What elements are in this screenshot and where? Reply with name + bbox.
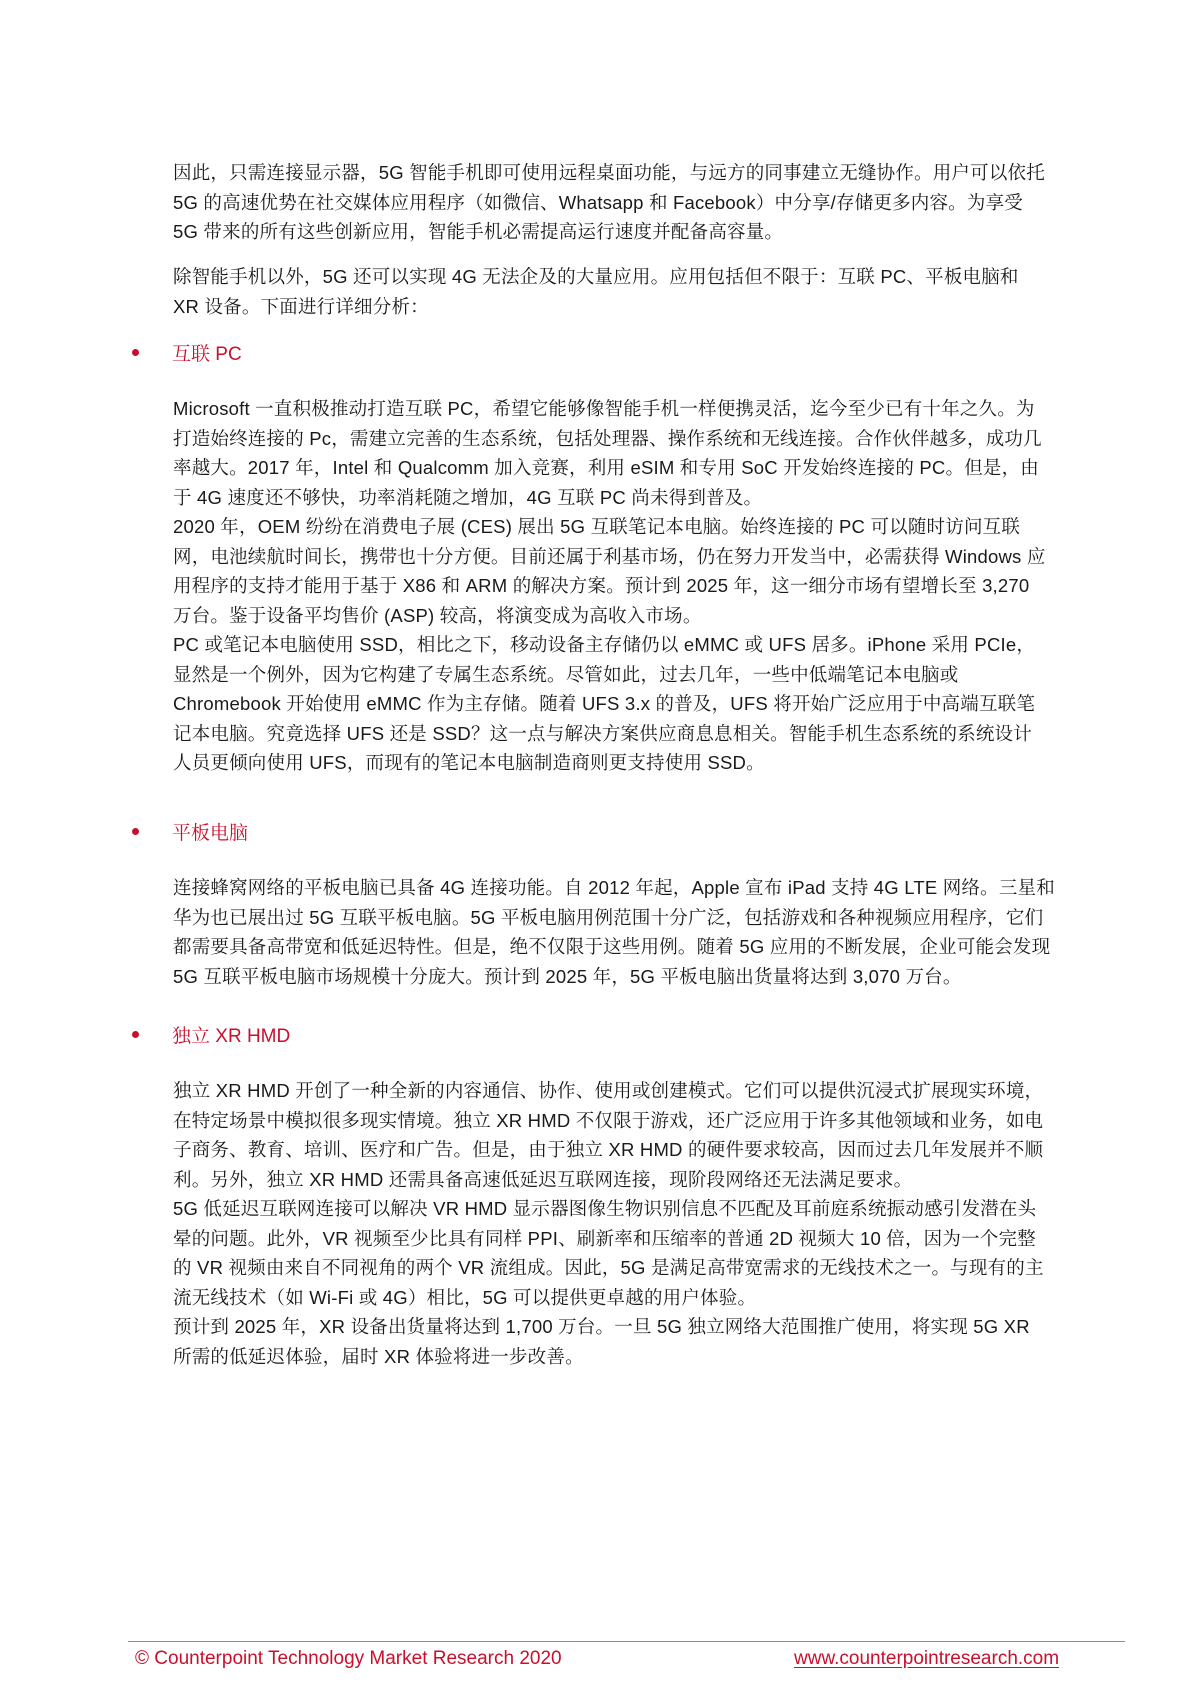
bullet-icon <box>132 1031 139 1038</box>
text-line: Chromebook 开始使用 eMMC 作为主存储。随着 UFS 3.x 的普及，UFS 将开始广泛应用于中高端互联笔 <box>173 693 1036 714</box>
text-line: 率越大。2017 年，Intel 和 Qualcomm 加入竞赛，利用 eSIM 和专用 SoC 开发始终连接的 PC。但是，由 <box>173 457 1039 478</box>
text-line: 独立 XR HMD 开创了一种全新的内容通信、协作、使用或创建模式。它们可以提供沉浸式扩展现实环境， <box>173 1080 1044 1101</box>
text-line: 5G 带来的所有这些创新应用，智能手机必需提高运行速度并配备高容量。 <box>173 221 784 242</box>
text-line: XR 设备。下面进行详细分析： <box>173 295 429 317</box>
text-line: Microsoft 一直积极推动打造互联 PC，希望它能够像智能手机一样便携灵活，迄今至少已有十年之久。为 <box>173 398 1035 419</box>
text-line: 万台。鉴于设备平均售价 (ASP) 较高，将演变成为高收入市场。 <box>173 604 702 626</box>
section-body-tablet <box>173 873 1125 991</box>
section-heading-text: 互联 PC <box>172 343 242 365</box>
text-line: 的 VR 视频由来自不同视角的两个 VR 流组成。因此，5G 是满足高带宽需求的无线技术之一。与现有的主 <box>173 1257 1044 1278</box>
text-line: 在特定场景中模拟很多现实情境。独立 XR HMD 不仅限于游戏，还广泛应用于许多其他领域和业务，如电 <box>173 1109 1044 1131</box>
text-line: 5G 的高速优势在社交媒体应用程序（如微信、Whatsapp 和 Facebook）中分享/存储更多内容。为享受 <box>173 191 1023 213</box>
section-heading-tablet <box>132 816 248 846</box>
footer-website-link[interactable]: www.counterpointresearch.com <box>794 1648 1060 1669</box>
text-line: 记本电脑。究竟选择 UFS 还是 SSD？这一点与解决方案供应商息息相关。智能手机生态系统的系统设计 <box>173 722 1032 744</box>
footer-divider <box>128 1641 1125 1642</box>
footer-copyright: © Counterpoint Technology Market Research 2020 <box>135 1648 562 1669</box>
text-line: 人员更倾向使用 UFS，而现有的笔记本电脑制造商则更支持使用 SSD。 <box>173 752 765 773</box>
text-line: 华为也已展出过 5G 互联平板电脑。5G 平板电脑用例范围十分广泛，包括游戏和各种视频应用程序，它们 <box>173 906 1044 928</box>
text-line: 晕的问题。此外，VR 视频至少比具有同样 PPI、刷新率和压缩率的普通 2D 视频大 10 倍，因为一个完整 <box>173 1227 1036 1249</box>
section-heading-connected-pc <box>132 337 242 367</box>
text-line: 2020 年，OEM 纷纷在消费电子展 (CES) 展出 5G 互联笔记本电脑。始终连接的 PC 可以随时访问互联 <box>173 516 1021 537</box>
text-line: 所需的低延迟体验，届时 XR 体验将进一步改善。 <box>173 1345 584 1367</box>
text-line: 用程序的支持才能用于基于 X86 和 ARM 的解决方案。预计到 2025 年，这一细分市场有望增长至 3,270 <box>173 575 1030 596</box>
intro-paragraph-2 <box>173 262 1125 321</box>
text-line: 因此，只需连接显示器，5G 智能手机即可使用远程桌面功能，与远方的同事建立无缝协作。用户可以依托 <box>173 162 1045 183</box>
section-body-connected-pc <box>173 394 1125 778</box>
text-line: 预计到 2025 年，XR 设备出货量将达到 1,700 万台。一旦 5G 独立网络大范围推广使用，将实现 5G XR <box>173 1316 1030 1337</box>
text-line: 5G 低延迟互联网连接可以解决 VR HMD 显示器图像生物识别信息不匹配及耳前庭系统振动感引发潜在头 <box>173 1198 1037 1219</box>
bullet-icon <box>132 828 139 835</box>
text-line: 除智能手机以外，5G 还可以实现 4G 无法企及的大量应用。应用包括但不限于：互联 PC、平板电脑和 <box>173 266 1019 287</box>
section-body-xr-hmd <box>173 1076 1125 1371</box>
intro-paragraph-1 <box>173 158 1125 247</box>
text-line: 连接蜂窝网络的平板电脑已具备 4G 连接功能。自 2012 年起，Apple 宣布 iPad 支持 4G LTE 网络。三星和 <box>173 877 1055 898</box>
section-heading-text: 平板电脑 <box>172 822 249 844</box>
text-line: PC 或笔记本电脑使用 SSD，相比之下，移动设备主存储仍以 eMMC 或 UFS 居多。iPhone 采用 PCIe， <box>173 634 1036 655</box>
text-line: 于 4G 速度还不够快，功率消耗随之增加，4G 互联 PC 尚未得到普及。 <box>173 486 763 508</box>
text-line: 5G 互联平板电脑市场规模十分庞大。预计到 2025 年，5G 平板电脑出货量将达到 3,070 万台。 <box>173 965 962 987</box>
section-heading-text: 独立 XR HMD <box>172 1025 291 1047</box>
text-line: 利。另外，独立 XR HMD 还需具备高速低延迟互联网连接，现阶段网络还无法满足要求。 <box>173 1168 913 1190</box>
text-line: 网，电池续航时间长，携带也十分方便。目前还属于利基市场，仍在努力开发当中，必需获得 Windows 应 <box>173 545 1046 567</box>
text-line: 流无线技术（如 Wi-Fi 或 4G）相比，5G 可以提供更卓越的用户体验。 <box>173 1286 757 1308</box>
bullet-icon <box>132 349 139 356</box>
text-line: 子商务、教育、培训、医疗和广告。但是，由于独立 XR HMD 的硬件要求较高，因而过去几年发展并不顺 <box>173 1139 1044 1160</box>
text-line: 都需要具备高带宽和低延迟特性。但是，绝不仅限于这些用例。随着 5G 应用的不断发展，企业可能会发现 <box>173 936 1051 957</box>
section-heading-xr-hmd <box>132 1019 290 1049</box>
text-line: 打造始终连接的 Pc，需建立完善的生态系统，包括处理器、操作系统和无线连接。合作伙伴越多，成功几 <box>173 427 1042 449</box>
text-line: 显然是一个例外，因为它构建了专属生态系统。尽管如此，过去几年，一些中低端笔记本电脑或 <box>173 663 959 685</box>
